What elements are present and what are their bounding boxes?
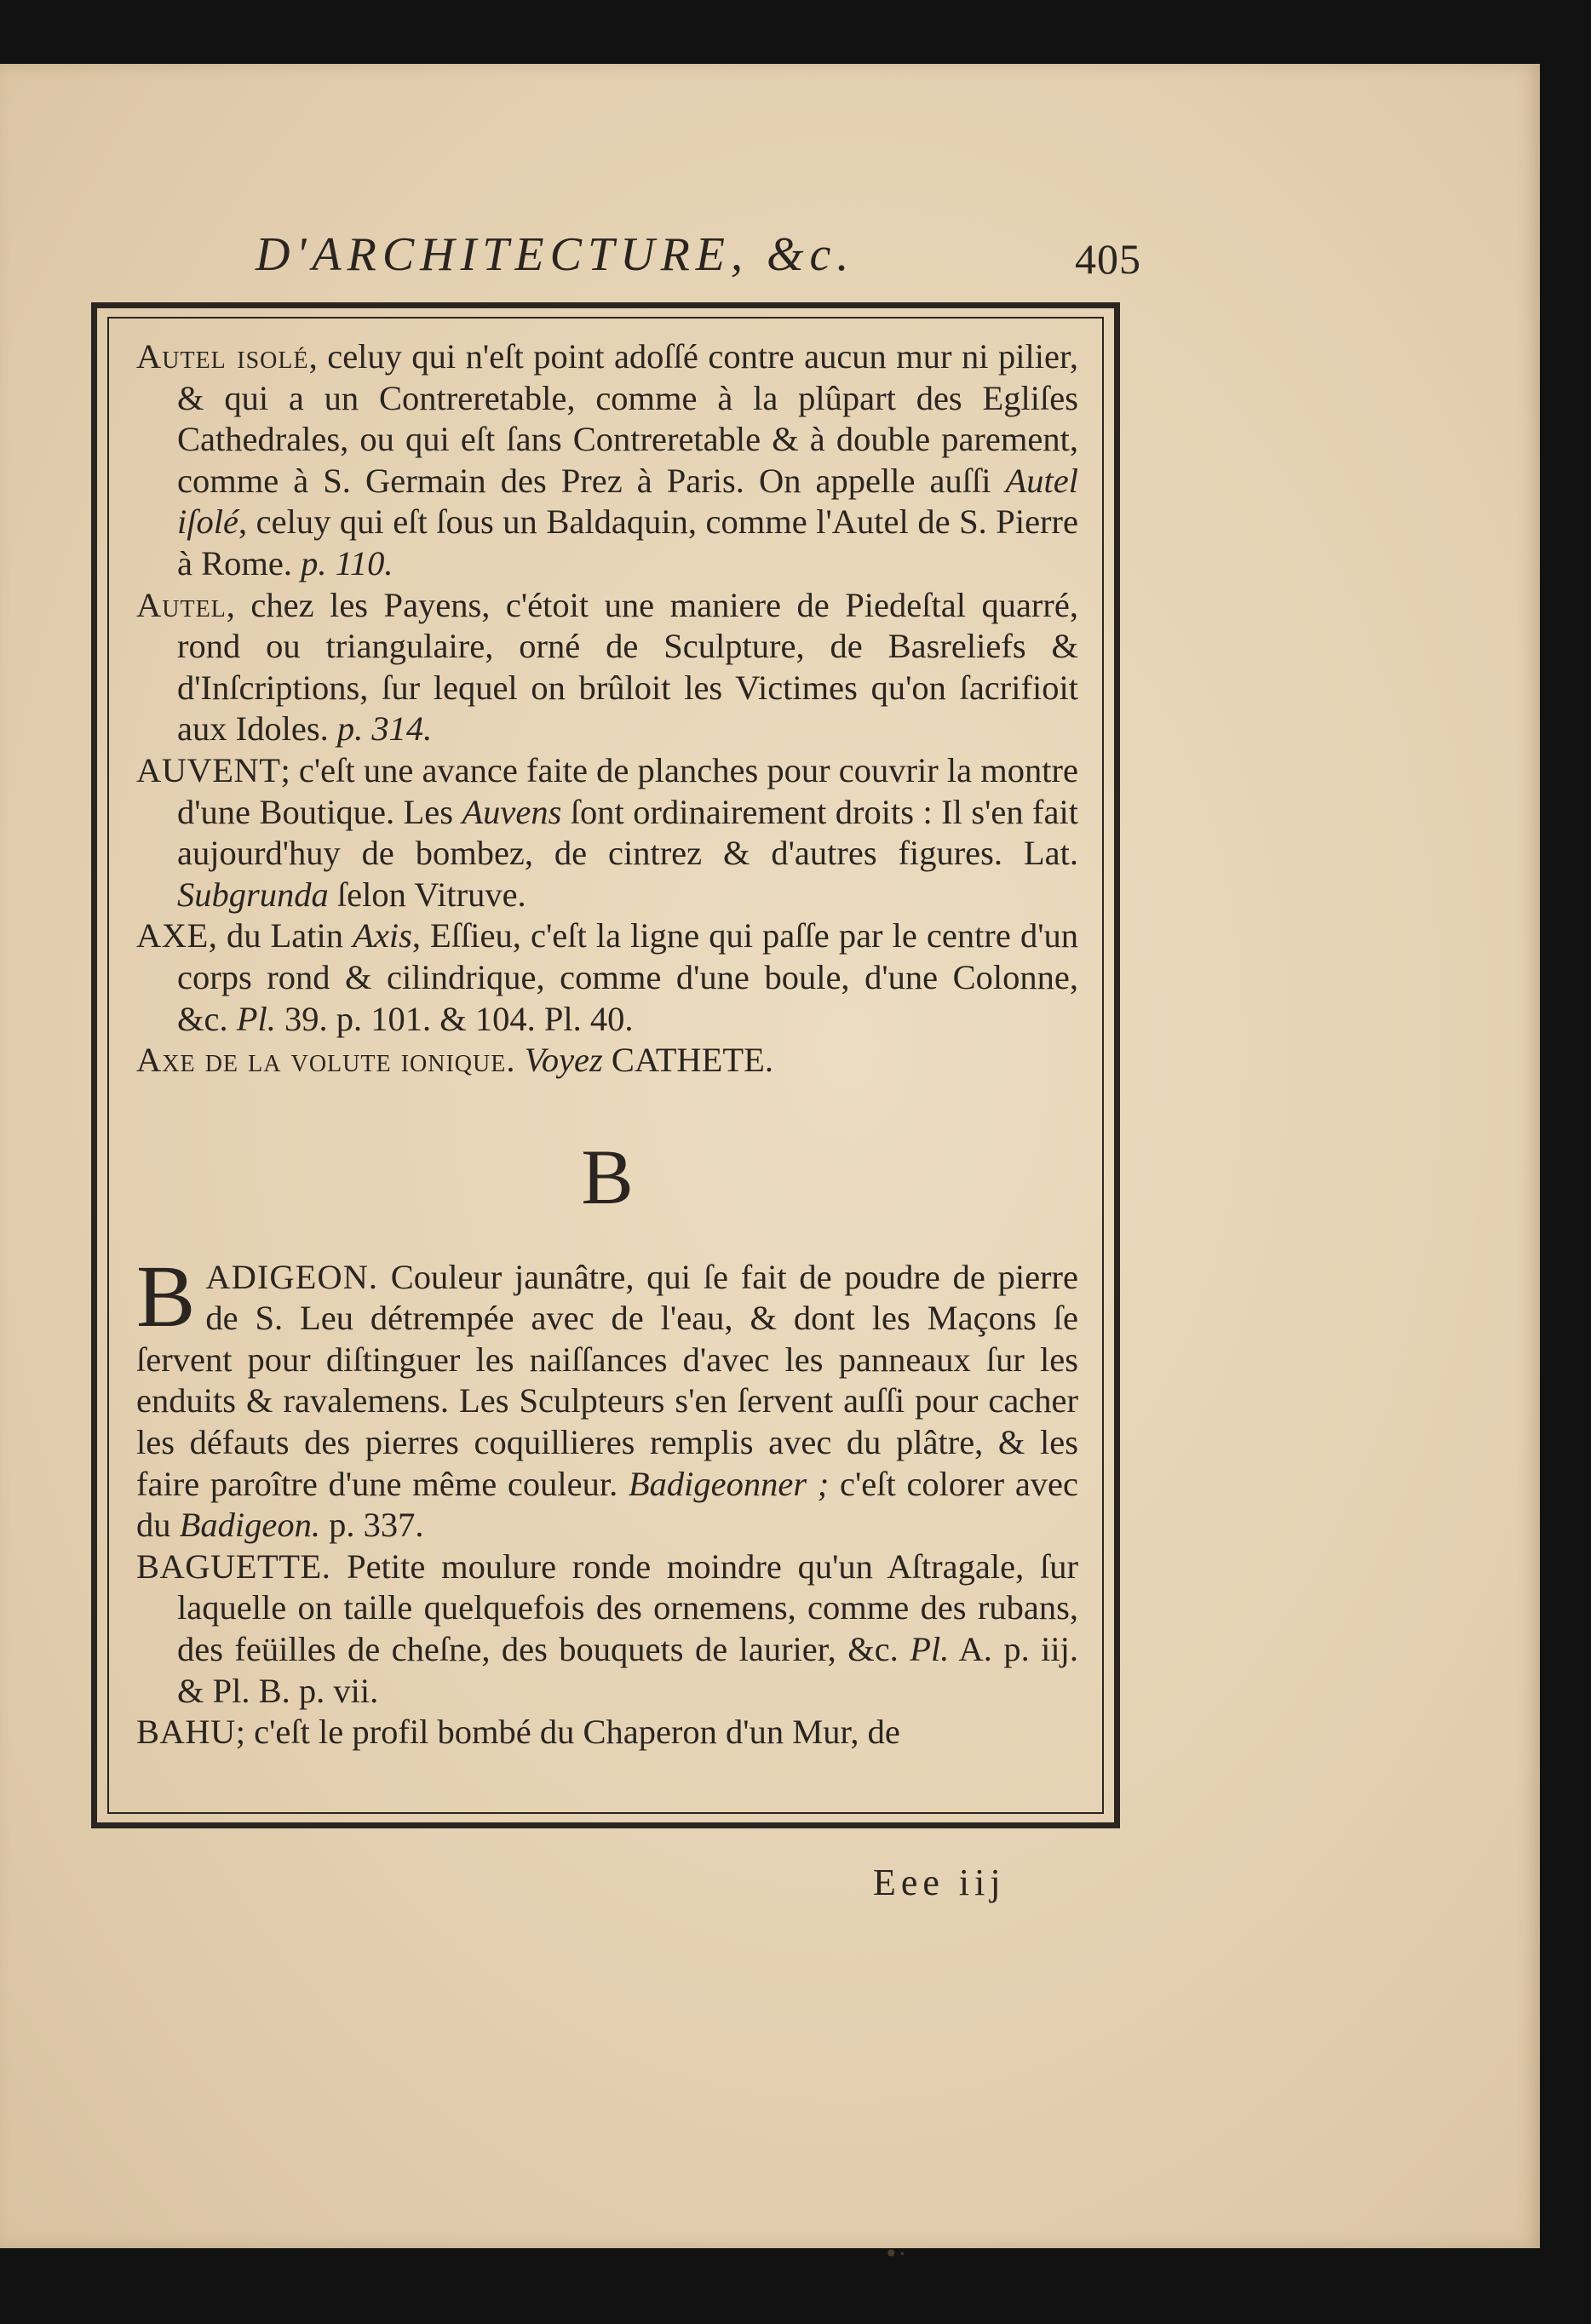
entry-text: , chez les Payens, c'étoit une maniere de Piedeſtal quarré, rond ou triangulaire, orné de Sculpture, de Basreliefs & d'Inſcriptions, ſur lequel on brûloit les Victimes qu'on ſacrifioit aux Idoles. — [177, 585, 1078, 749]
entry-head: ADIGEON. — [205, 1257, 378, 1296]
entry-italic: Voyez — [524, 1041, 603, 1080]
entry-head: BAGUETTE. — [136, 1546, 331, 1586]
book-page — [0, 64, 1540, 2268]
entry-head: Axe de la volute ionique. — [136, 1041, 516, 1080]
drop-cap: B — [136, 1247, 196, 1346]
entry-italic-2: Pl. — [236, 999, 276, 1038]
entry-italic: Pl. — [910, 1630, 950, 1669]
ink-stain-icon: •⋅ — [884, 2240, 907, 2268]
entry-bahu — [136, 1712, 1078, 1753]
section-letter: B — [581, 1133, 634, 1220]
entry-text-after: A. p. iij. & Pl. B. p. vii. — [177, 1630, 1078, 1710]
entry-italic: Axis — [353, 916, 412, 955]
entry-text-after-2: p. 337. — [319, 1506, 424, 1545]
entry-text: Petite moulure ronde moindre qu'un Aſtragale, ſur laquelle on taille quelquefois des ornemens, comme des rubans, des feüilles de cheſne, des bouquets de laurier, &c. — [177, 1546, 1078, 1669]
signature-mark: Eee iij — [873, 1862, 1006, 1903]
entry-baguette — [136, 1546, 1078, 1712]
entry-axe-volute — [136, 1040, 1078, 1082]
entry-text-after: c'eſt colorer avec du — [136, 1464, 1078, 1545]
entry-italic: Autel iſolé — [177, 461, 1078, 542]
entry-text-after: CATHETE. — [602, 1041, 774, 1080]
entry-italic-2: Badigeon. — [179, 1506, 320, 1545]
running-head — [256, 227, 1141, 304]
entry-axe — [136, 915, 1078, 1040]
entry-text: ; c'eſt une avance faite de planches pour couvrir la montre d'une Boutique. Les — [177, 750, 1078, 831]
entry-autel-payens — [136, 585, 1078, 750]
entry-text: , du Latin — [208, 916, 353, 955]
entry-head: Autel isolé — [136, 337, 309, 376]
dictionary-text — [136, 336, 1078, 1753]
entry-ref: p. 110. — [301, 543, 393, 582]
entry-head: AXE — [136, 916, 209, 955]
entry-italic-2: Subgrunda — [177, 875, 329, 914]
entry-autel-isole — [136, 336, 1078, 585]
entry-italic: Auvens — [462, 792, 562, 831]
entry-text-after-2: ſelon Vitruve. — [328, 875, 526, 914]
entry-text: Couleur jaunâtre, qui ſe fait de poudre de pierre de S. Leu détrempée avec de l'eau, & dont les Maçons ſe ſervent pour diſtinguer les naiſſances d'avec les panneaux ſur les enduits & ravalemens. Les Sculpteurs s'en ſervent auſſi pour cacher les défauts des pierres coquillieres remplis avec du plâtre, & les faire paroître d'une même couleur. — [136, 1257, 1078, 1503]
entry-text-after: , celuy qui eſt ſous un Baldaquin, comme l'Autel de S. Pierre à Rome. — [177, 502, 1078, 582]
page-number: 405 — [1075, 235, 1141, 283]
entry-head: AUVENT — [136, 750, 281, 789]
running-title: D'ARCHITECTURE, &c. — [256, 228, 855, 281]
entry-badigeon — [136, 1247, 1078, 1546]
entry-text-after: ſont ordinairement droits : Il s'en fait aujourd'huy de bombez, de cintrez & d'autres figures. Lat. — [177, 792, 1078, 873]
entry-auvent — [136, 750, 1078, 915]
entry-text-after: , Eſſieu, c'eſt la ligne qui paſſe par le centre d'un corps rond & cilindrique, comme d'une boule, d'une Colonne, &c. — [177, 916, 1078, 1038]
entry-text-after-2: 39. p. 101. & 104. Pl. 40. — [275, 999, 634, 1038]
entry-head: Autel — [136, 585, 227, 624]
entry-text — [515, 1041, 524, 1079]
entry-ref: p. 314. — [336, 709, 433, 749]
entry-text: , celuy qui n'eſt point adoſſé contre aucun mur ni pilier, & qui a un Contreretable, comme à la plûpart des Egliſes Cathedrales, ou qui eſt ſans Contreretable & à double parement, comme à S. Germain des Prez à Paris. On appelle auſſi — [177, 337, 1078, 500]
entry-italic: Badigeonner ; — [628, 1464, 830, 1503]
entry-head: BAHU — [136, 1713, 236, 1752]
entry-text: ; c'eſt le profil bombé du Chaperon d'un Mur, de — [235, 1713, 900, 1752]
